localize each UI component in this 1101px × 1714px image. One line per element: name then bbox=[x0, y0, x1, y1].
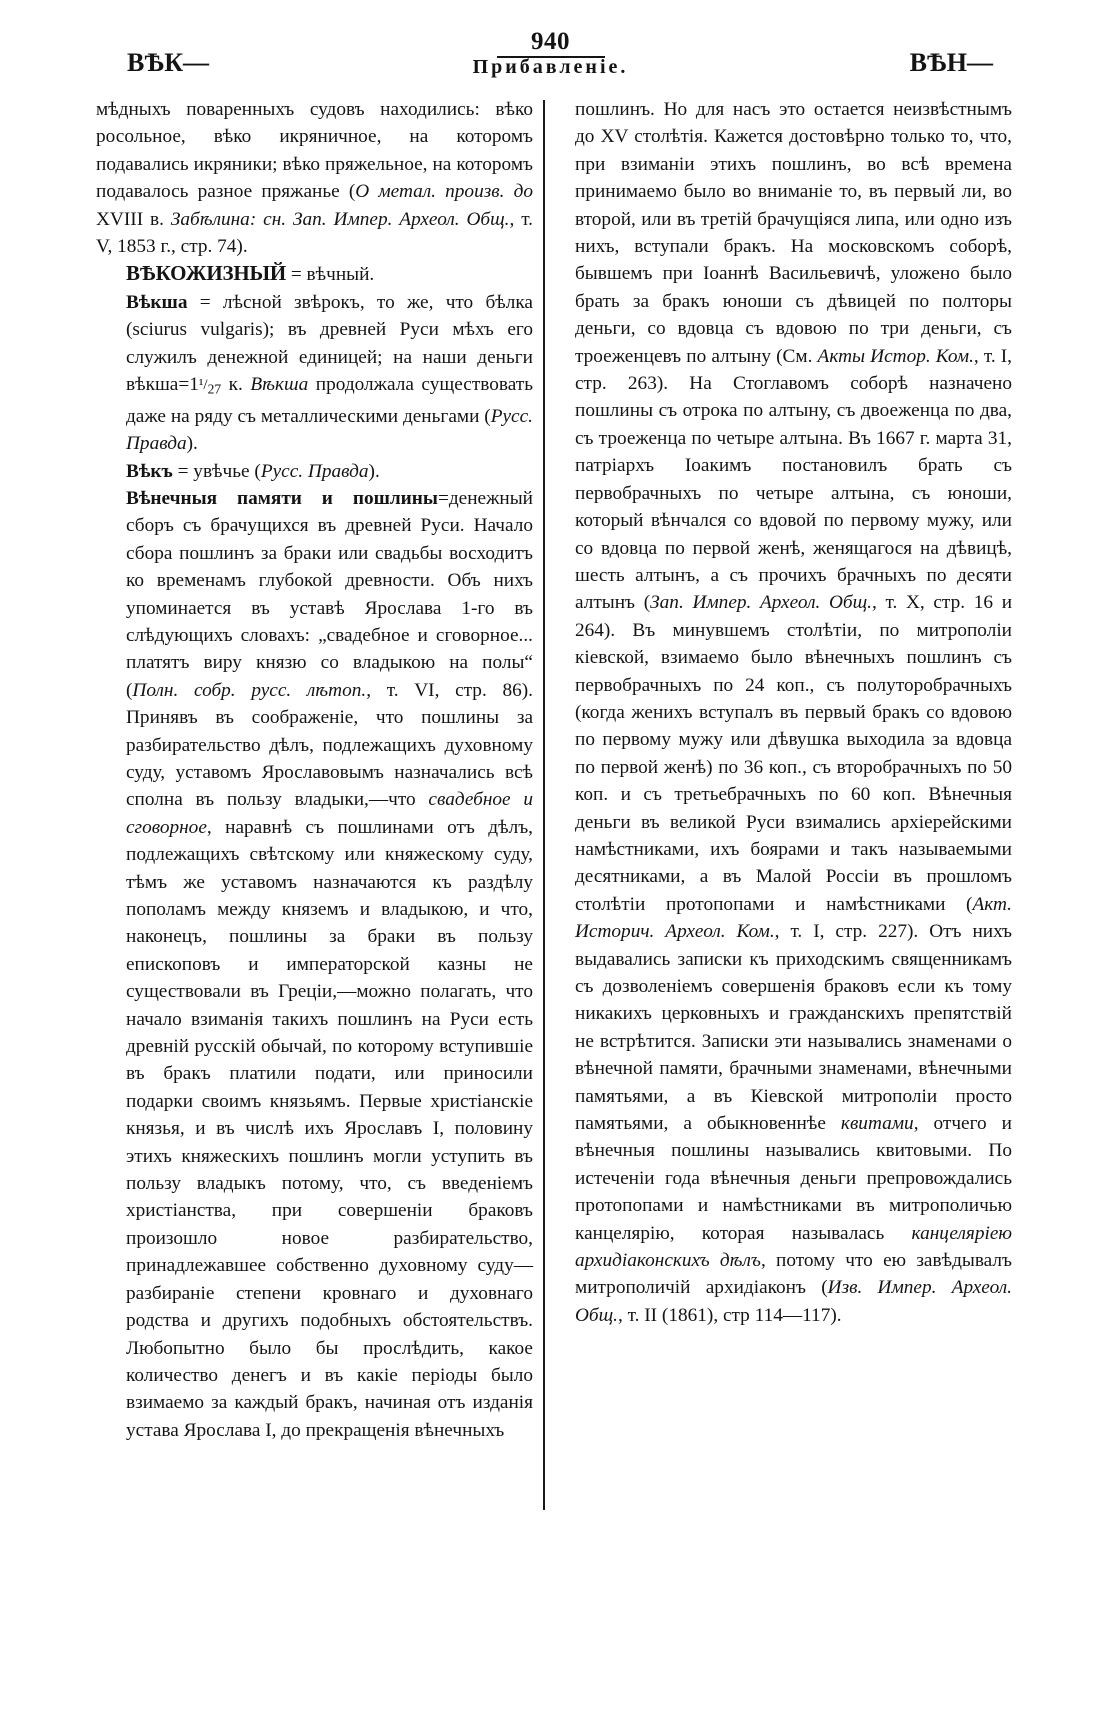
text-columns bbox=[96, 96, 1012, 1444]
header-center-title: Прибавленіе. bbox=[472, 56, 629, 78]
entry-vekozhizny: ВѢКОЖИЗНЫЙ = вѣчный. bbox=[126, 261, 375, 286]
entry-veksha: Вѣкша = лѣсной звѣрокъ, то же, что бѣлка (sciurus vulgaris); въ древней Руси мѣхъ его служилъ денежной единицей; на наши деньги $вѣкша=1^1/_{27}$ к. Вѣкша продолжала существовать даже на ряду съ металлическими деньгами (Русс. Правда). bbox=[126, 291, 533, 455]
entry-vek: Вѣкъ = увѣчье (Русс. Правда). bbox=[126, 460, 380, 482]
page-header bbox=[0, 0, 1101, 92]
header-right-catchword: ВѢН— bbox=[909, 48, 993, 77]
page-number: 940 bbox=[531, 28, 570, 55]
entry-venechnyya-pamyati: Вѣнечныя памяти и пошлины=денежный сборъ съ брачущихся въ древней Руси. Начало сбора пошлинъ за браки или свадьбы восходитъ ко временамъ глубокой древности. Объ нихъ упоминается въ уставѣ Ярослава 1-го въ слѣдующихъ словахъ: „свадебное и сговорное... платятъ виру князю со владыкою на полы“ (Полн. собр. русс. лѣтоп., т. VI, стр. 86). Принявъ въ соображеніе, что пошлины за разбирательство дѣлъ, подлежащихъ духовному суду, уставомъ Ярославовымъ назначались всѣ сполна въ пользу владыки,—что свадебное и сговорное, наравнѣ съ пошлинами отъ дѣлъ, подлежащихъ свѣтскому или княжескому суду, тѣмъ же уставомъ назначаются къ раздѣлу пополамъ между княземъ и владыкою, и что, наконецъ, пошлины за браки въ пользу епископовъ и императорской казны не существовали въ Греціи,—можно полагать, что начало взиманія такихъ пошлинъ на Руси есть древній русскій обычай, по которому вступившіе въ бракъ платили подати, или приносили подарки своимъ князьямъ. Первые христіанскіе князья, и въ числѣ ихъ Ярославъ I, половину этихъ княжескихъ пошлинъ могли уступить въ пользу владыкъ потому, что, съ введеніемъ христіанства, при совершеніи браковъ произошло новое разбирательство, принадлежавшее собственно духовному суду—разбираніе степени кровнаго и духовнаго родства и другихъ подобныхъ обстоятельствъ. Любопытно было бы прослѣдить, какое количество денегъ и въ какіе періоды было взимаемо за каждый бракъ, начиная отъ изданія устава Ярослава I, до прекращенія вѣнечныхъ bbox=[126, 487, 534, 1441]
left-column bbox=[96, 96, 533, 1444]
right-column bbox=[575, 96, 1012, 1444]
paragraph: мѣдныхъ поваренныхъ судовъ находились: вѣко росольное, вѣко икряничное, на которомъ подавались икряники; вѣко пряжельное, на которомъ подавалось разное пряжанье (О метал. произв. до XVIII в. Забѣлина: сн. Зап. Импер. Археол. Общ., т. V, 1853 г., стр. 74). bbox=[96, 99, 533, 258]
paragraph: пошлинъ. Но для насъ это остается неизвѣстнымъ до XV столѣтія. Кажется достовѣрно только то, что, при взиманіи этихъ пошлинъ, во всѣ времена принимаемо было во вниманіе то, въ первый ли, во второй, или въ третій брачущіяся липа, или одно изъ нихъ, вступали бракъ. На московскомъ соборѣ, бывшемъ при Іоаннѣ Васильевичѣ, уложено было брать за бракъ юноши съ дѣвицей по полторы деньги, со вдовца съ вдовою по три деньги, съ троеженцевъ по алтыну (См. Акты Истор. Ком., т. I, стр. 263). На Стоглавомъ соборѣ назначено пошлины съ отрока по алтыну, съ двоеженца по два, съ троеженца по четыре алтына. Въ 1667 г. марта 31, патріархъ Іоакимъ постановилъ брать съ первобрачныхъ по четыре алтына, съ юноши, который вѣнчался со вдовой по первому мужу, или со вдовца по первой женѣ, женящагося на дѣвицѣ, шесть алтынъ, а съ прочихъ брачныхъ по десяти алтынъ (Зап. Импер. Археол. Общ., т. X, стр. 16 и 264). Въ минувшемъ столѣтіи, по митрополіи кіевской, взимаемо было вѣнечныхъ пошлинъ съ первобрачныхъ по 24 коп., съ полуторобрачныхъ (когда женихъ вступалъ въ первый бракъ со вдовою по первому мужу или дѣвушка выходила за вдовца по первой женѣ) по 36 коп., съ второбрачныхъ по 50 коп. и съ третьебрачныхъ по 60 коп. Вѣнечныя деньги въ великой Руси взимались архіерейскими намѣстниками, ихъ боярами и такъ называемыми десятниками, а въ Малой Россіи въ прошломъ столѣтіи протопопами и намѣстниками (Акт. Историч. Археол. Ком., т. I, стр. 227). Отъ нихъ выдавались записки къ приходскимъ священникамъ съ дозволеніемъ совершенія браковъ если къ тому никакихъ церковныхъ и гражданскихъ препятствій не встрѣтится. Записки эти назывались знаменами о вѣнечной памяти, брачными знаменами, вѣнечными памятьями, а въ Кіевской митрополіи просто памятьями, а обыкновеннѣе квитами, отчего и вѣнечныя пошлины назывались квитовыми. По истеченіи года вѣнечныя деньги препровождались протопопами и намѣстниками въ митрополичью канцелярію, которая называлась канцеляріею архидіаконскихъ дѣлъ, потому что ею завѣдывалъ митрополичій архидіаконъ (Изв. Импер. Археол. Общ., т. II (1861), стр 114—117). bbox=[575, 99, 1013, 1326]
header-left-catchword: ВѢК— bbox=[127, 48, 210, 77]
